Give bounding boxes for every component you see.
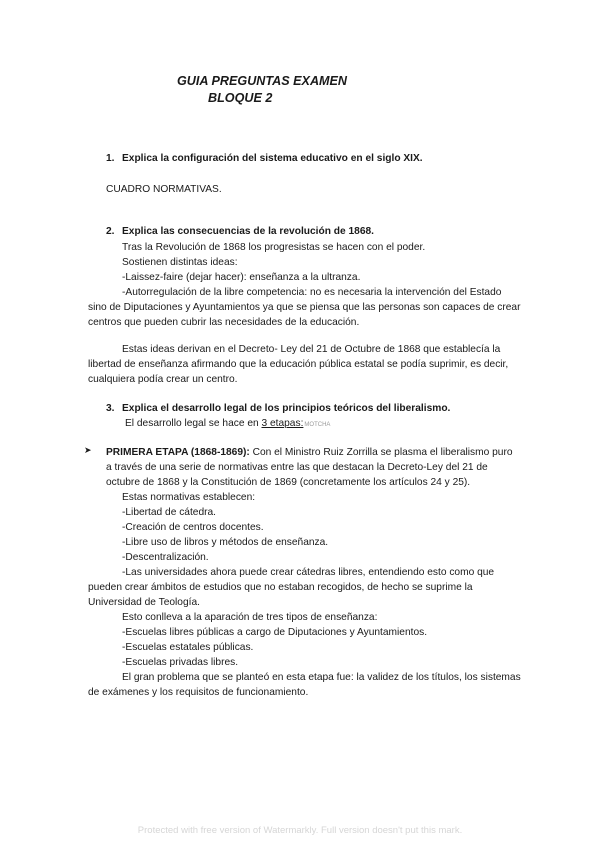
etapa1-line: -Escuelas libres públicas a cargo de Diputaciones y Ayuntamientos.	[122, 627, 428, 638]
q3-intro-underlined: 3 etapas:	[261, 418, 304, 429]
etapa1-line: -Descentralización.	[122, 552, 209, 563]
question-3-text: Explica el desarrollo legal de los principios teóricos del liberalismo.	[122, 403, 451, 414]
q3-intro	[125, 417, 330, 432]
question-3-number: 3.	[106, 403, 115, 414]
etapa1-line: octubre de 1868 y la Constitución de 1869 (concretamente los artículos 24 y 25).	[106, 477, 471, 488]
q2-line: sino de Diputaciones y Ayuntamientos ya que se piensa que las personas son capaces de crear	[88, 302, 521, 313]
question-1-text: Explica la configuración del sistema educativo en el siglo XIX.	[122, 153, 423, 164]
q3-intro-text: El desarrollo legal se hace en	[125, 418, 262, 429]
etapa1-line: Universidad de Teología.	[88, 597, 200, 608]
etapa1-line: El gran problema que se planteó en esta etapa fue: la validez de los títulos, los sistemas	[122, 672, 521, 683]
etapa1-line: -Escuelas privadas libres.	[122, 657, 239, 668]
etapa1-line: -Libre uso de libros y métodos de enseñanza.	[122, 537, 329, 548]
q3-stamp: MOTCHA	[304, 422, 331, 428]
etapa1-line: a través de una serie de normativas entre las que destacan la Decreto-Ley del 21 de	[106, 462, 488, 473]
q2-paragraph-line: Estas ideas derivan en el Decreto- Ley del 21 de Octubre de 1868 que establecía la	[122, 344, 501, 355]
q2-line: Tras la Revolución de 1868 los progresistas se hacen con el poder.	[122, 242, 426, 253]
etapa1-line: Esto conlleva a la aparación de tres tipos de enseñanza:	[122, 612, 378, 623]
etapa1-heading	[106, 446, 513, 459]
watermark-text: Protected with free version of Watermarkly. Full version doesn't put this mark.	[137, 825, 463, 836]
etapa1-first-line: Con el Ministro Ruiz Zorrilla se plasma el liberalismo puro	[249, 447, 513, 458]
etapa1-line: -Las universidades ahora puede crear cátedras libres, entendiendo esto como que	[122, 567, 495, 578]
etapa1-line: -Libertad de cátedra.	[122, 507, 217, 518]
question-2-text: Explica las consecuencias de la revolución de 1868.	[122, 226, 374, 237]
cuadro-normativas: CUADRO NORMATIVAS.	[106, 184, 222, 195]
etapa1-line: de exámenes y los requisitos de funcionamiento.	[88, 687, 309, 698]
q2-line: -Autorregulación de la libre competencia: no es necesaria la intervención del Estado	[122, 287, 502, 298]
question-1-number: 1.	[106, 153, 115, 164]
q2-line: Sostienen distintas ideas:	[122, 257, 238, 268]
question-2-number: 2.	[106, 226, 115, 237]
etapa1-line: -Escuelas estatales públicas.	[122, 642, 254, 653]
arrow-bullet-icon: ➤	[84, 445, 92, 455]
q2-line: -Laissez-faire (dejar hacer): enseñanza a la ultranza.	[122, 272, 361, 283]
question-1	[106, 152, 423, 165]
etapa1-line: pueden crear ámbitos de estudios que no estaban recogidos, de hecho se suprime la	[88, 582, 473, 593]
etapa1-line: Estas normativas establecen:	[122, 492, 256, 503]
page-title: GUIA PREGUNTAS EXAMEN	[177, 74, 348, 88]
etapa1-line: -Creación de centros docentes.	[122, 522, 264, 533]
question-2	[106, 225, 374, 238]
q2-paragraph-line: cualquiera podía crear un centro.	[88, 374, 238, 385]
question-3	[106, 402, 450, 415]
q2-paragraph-line: libertad de enseñanza afirmando que la educación pública estatal se podía suprimir, es decir,	[88, 359, 509, 370]
page-subtitle: BLOQUE 2	[208, 91, 273, 105]
etapa1-label: PRIMERA ETAPA (1868-1869):	[106, 447, 250, 458]
q2-line: centros que pueden cubrir las necesidades de la educación.	[88, 317, 360, 328]
